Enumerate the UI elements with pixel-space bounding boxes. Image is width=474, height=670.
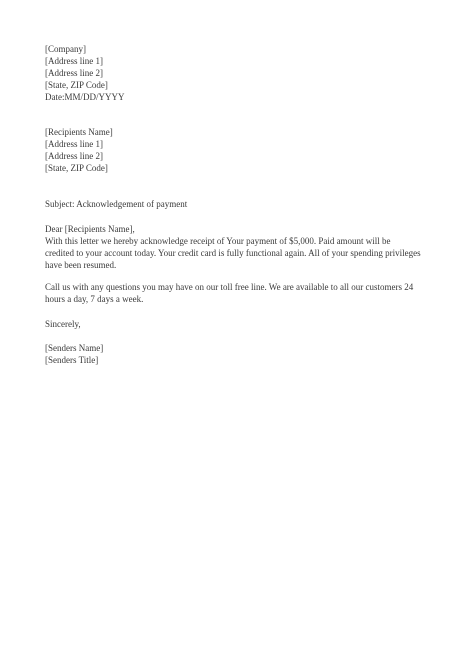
signature-block <box>45 342 435 366</box>
subject-line <box>45 198 435 210</box>
subject-text: Subject: Acknowledgement of payment <box>45 199 188 209</box>
sender-address-line-1: [Address line 1] <box>45 56 103 66</box>
letter-body-paragraph-2 <box>45 281 435 305</box>
recipient-state-zip: [State, ZIP Code] <box>45 163 108 173</box>
recipient-name: [Recipients Name] <box>45 127 113 137</box>
closing <box>45 318 435 330</box>
sender-address-block <box>45 43 435 103</box>
recipient-address-block <box>45 126 435 174</box>
sender-address-line-2: [Address line 2] <box>45 68 103 78</box>
body-para2-line-2: hours a day, 7 days a week. <box>45 294 144 304</box>
sender-title: [Senders Title] <box>45 355 99 365</box>
recipient-address-line-2: [Address line 2] <box>45 151 103 161</box>
body-para2-line-1: Call us with any questions you may have on our toll free line. We are available to all our customers 24 <box>45 282 414 292</box>
recipient-address-line-1: [Address line 1] <box>45 139 103 149</box>
sender-company: [Company] <box>45 44 86 54</box>
letter-date: Date:MM/DD/YYYY <box>45 92 125 102</box>
letter-body <box>45 223 435 271</box>
body-line-1: With this letter we hereby acknowledge receipt of Your payment of $5,000. Paid amount will be <box>45 236 391 246</box>
sender-name: [Senders Name] <box>45 343 104 353</box>
body-line-3: have been resumed. <box>45 260 117 270</box>
body-line-2: credited to your account today. Your credit card is fully functional again. All of your spending privileges <box>45 248 421 258</box>
sender-state-zip: [State, ZIP Code] <box>45 80 108 90</box>
salutation: Dear [Recipients Name], <box>45 224 135 234</box>
closing-text: Sincerely, <box>45 319 81 329</box>
